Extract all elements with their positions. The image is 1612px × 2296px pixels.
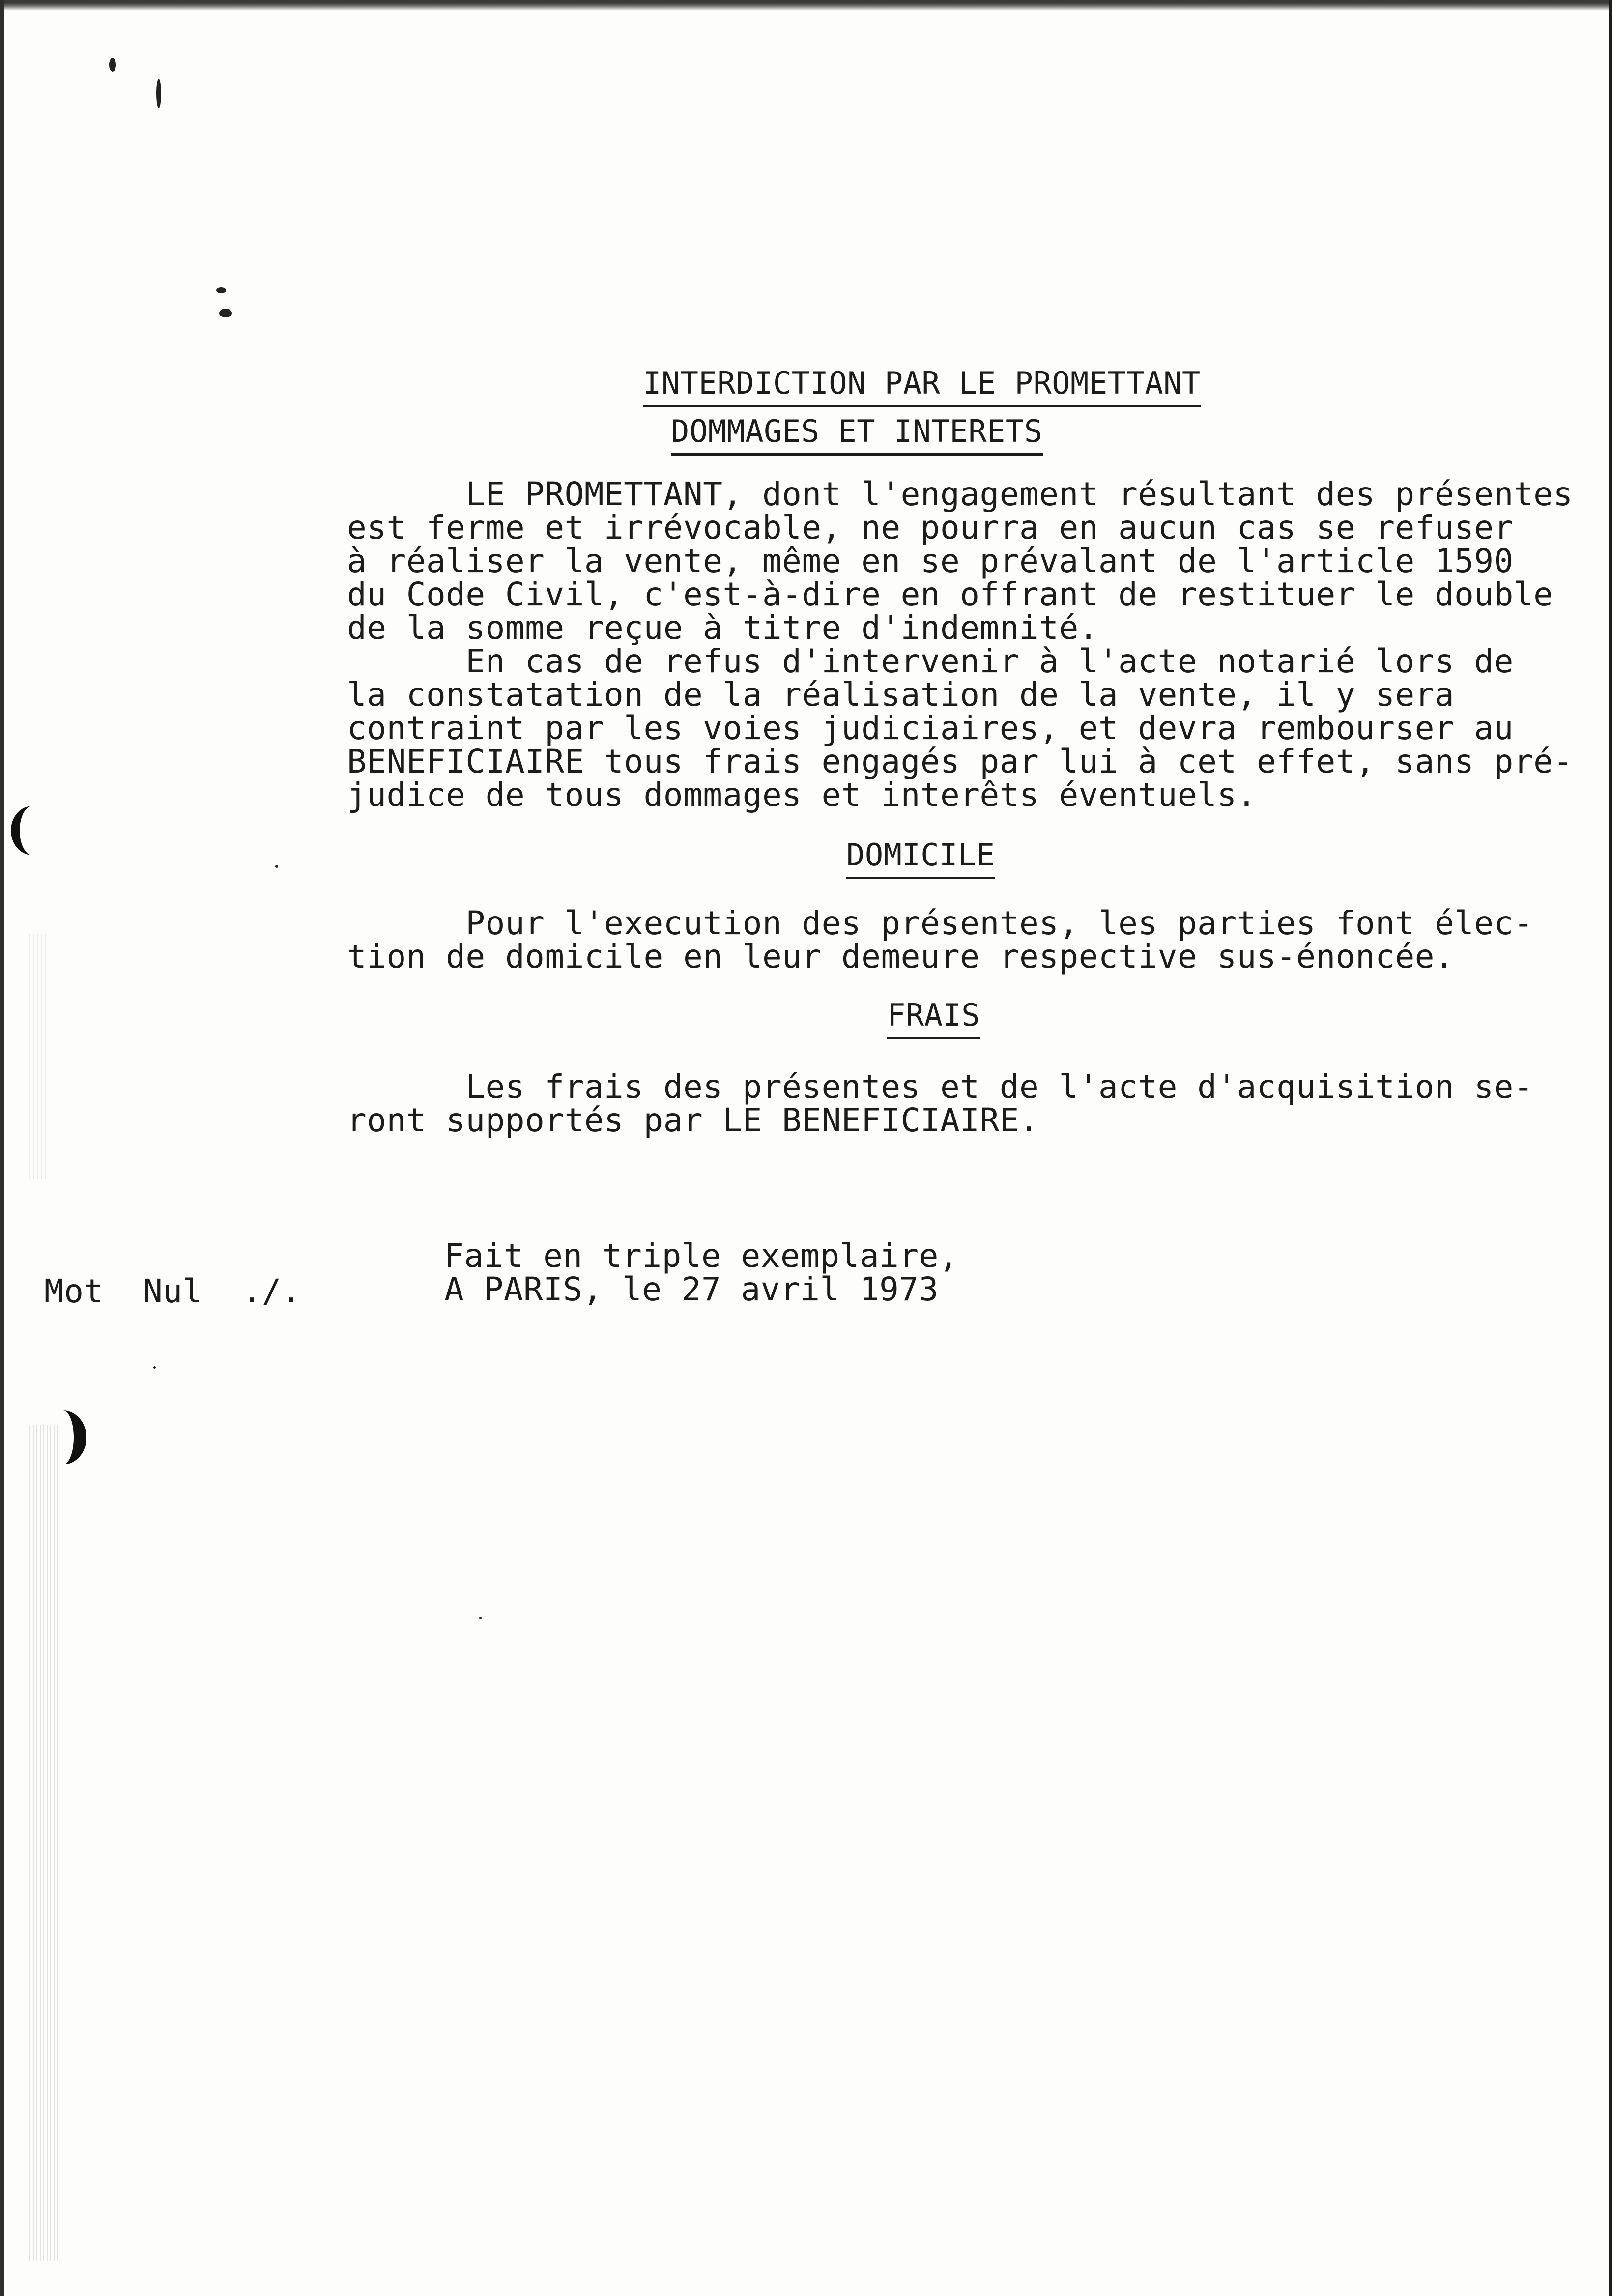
text-line: ront supportés par LE BENEFICIAIRE. (347, 1101, 1039, 1139)
scan-top-edge (0, 0, 1612, 11)
scan-speck (479, 1617, 482, 1619)
punch-hole-mark (11, 806, 54, 855)
section-heading: DOMMAGES ET INTERETS (671, 413, 1043, 456)
text-line: tion de domicile en leur demeure respective sus-énoncée. (347, 938, 1455, 976)
margin-note: Mot Nul ./. (44, 1272, 302, 1310)
scan-speck (109, 58, 116, 72)
text-line: à réaliser la vente, même en se prévalant de l'article 1590 (347, 542, 1514, 580)
text-line: LE PROMETTANT, dont l'engagement résultant des présentes (347, 475, 1573, 513)
scan-noise (29, 1425, 59, 2261)
punch-hole-mark (39, 1410, 86, 1464)
scan-speck (275, 865, 278, 868)
scan-right-edge (1609, 0, 1612, 2296)
text-line: BENEFICIAIRE tous frais engagés par lui à cet effet, sans pré- (347, 743, 1573, 780)
text-line: du Code Civil, c'est-à-dire en offrant de restituer le double (347, 575, 1554, 613)
text-line: contraint par les voies judiciaires, et devra rembourser au (347, 709, 1514, 747)
text-line: est ferme et irrévocable, ne pourra en aucun cas se refuser (347, 509, 1514, 546)
text-line: la constatation de la réalisation de la vente, il y sera (347, 676, 1455, 714)
text-line: judice de tous dommages et interêts éventuels. (347, 776, 1257, 814)
closing-line: A PARIS, le 27 avril 1973 (444, 1270, 939, 1308)
closing-line: Fait en triple exemplaire, (444, 1237, 959, 1275)
text-line: Les frais des présentes et de l'acte d'acquisition se- (347, 1068, 1534, 1106)
scan-speck (156, 79, 161, 108)
section-heading: DOMICILE (846, 836, 995, 879)
section-heading: FRAIS (887, 997, 980, 1039)
section-heading: INTERDICTION PAR LE PROMETTANT (643, 365, 1201, 407)
scan-left-edge (0, 0, 4, 2296)
scan-speck (219, 309, 232, 317)
text-line: Pour l'execution des présentes, les parties font élec- (347, 904, 1534, 942)
text-line: de la somme reçue à titre d'indemnité. (347, 609, 1098, 647)
scan-noise (29, 934, 49, 1179)
text-line: En cas de refus d'intervenir à l'acte notarié lors de (347, 642, 1514, 680)
scan-speck (153, 1366, 156, 1369)
scan-speck (216, 287, 226, 293)
